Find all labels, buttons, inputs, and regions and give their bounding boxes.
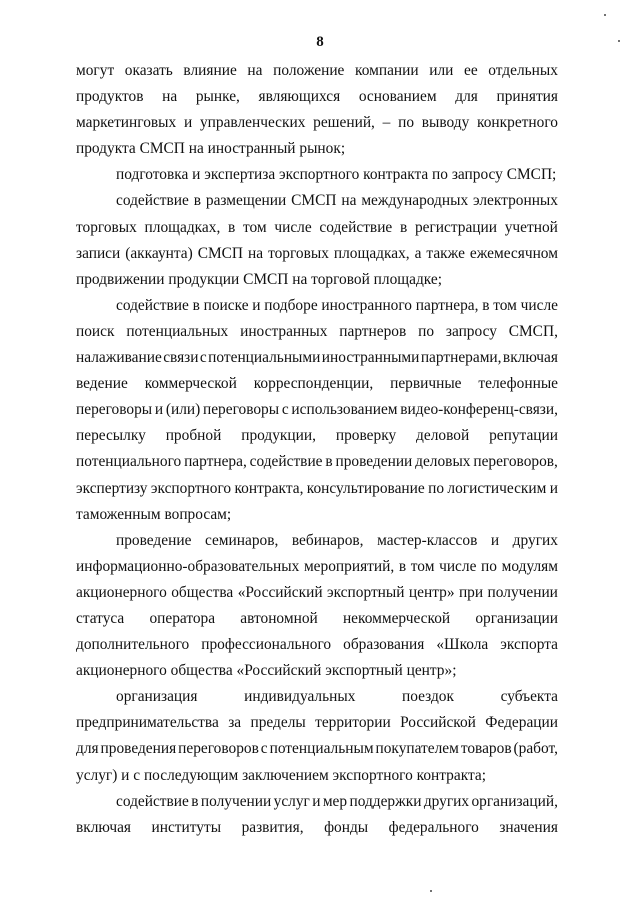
word: федерального (388, 818, 479, 836)
word: конкретного (477, 114, 558, 132)
word: содействие (116, 192, 189, 210)
word: принятия (496, 88, 558, 106)
word: логистическим (447, 479, 547, 497)
word: проведение (116, 531, 192, 549)
word: площадках, (333, 244, 410, 262)
word: «Российский (237, 583, 323, 601)
word: переговоров (178, 740, 259, 758)
word: площадках, (144, 218, 221, 236)
text-line (76, 188, 558, 214)
text-line (76, 476, 558, 502)
word: (или) (165, 401, 201, 419)
word: торговых (76, 218, 137, 236)
word: партнерами, (420, 349, 502, 367)
word: пересылку (76, 427, 146, 445)
word: международных (361, 192, 469, 210)
word: связи (163, 349, 199, 367)
word: с (281, 401, 289, 419)
word: СМСП, (508, 322, 558, 340)
word: семинаров, (204, 531, 279, 549)
word: мер (322, 792, 348, 810)
word: отдельных (488, 62, 558, 79)
word: субъекта (500, 688, 558, 706)
word: при (458, 583, 484, 601)
word: пробной (165, 427, 222, 445)
word: деловой (416, 427, 470, 445)
word: продуктов (76, 88, 144, 106)
word: потенциального (76, 453, 182, 471)
word: центр» (408, 583, 455, 601)
word: консультирование (306, 479, 425, 497)
word: в (192, 296, 200, 314)
word: для (455, 88, 478, 106)
page-number: 8 (316, 34, 324, 50)
scan-speck (430, 890, 432, 892)
word: партнеров (339, 322, 407, 340)
word: с (260, 740, 268, 758)
word: и (154, 401, 164, 419)
word: или (429, 62, 454, 79)
word: экспорта (500, 636, 558, 654)
word: информационно-образовательных (76, 557, 300, 575)
word: том (410, 557, 435, 575)
word: СМСП (197, 244, 244, 262)
text-line: продвижении продукции СМСП на торговой площадке; (76, 270, 442, 288)
word: ежемесячном (469, 244, 558, 262)
word: использованием (291, 401, 398, 419)
word: организаций, (471, 792, 558, 810)
text-line (76, 58, 558, 84)
word: проведении (335, 453, 413, 471)
word: размещении (205, 192, 287, 210)
word: потенциальными (208, 349, 321, 367)
word: «Школа (436, 636, 489, 654)
word: получении (200, 792, 272, 810)
word: записи (76, 244, 121, 262)
text-line (76, 345, 558, 371)
word: по (428, 479, 445, 497)
word: включая (502, 349, 558, 367)
word: экспертизу (76, 479, 148, 497)
word: потенциальных (126, 322, 229, 340)
word: налаживание (76, 349, 162, 367)
word: для (76, 740, 99, 758)
word: (работ, (513, 740, 558, 758)
word: оператора (149, 609, 216, 627)
text-line (76, 606, 558, 632)
text-line (76, 789, 558, 815)
text-line (76, 371, 558, 397)
word: образования (343, 636, 425, 654)
word: фонды (324, 818, 369, 836)
text-line (76, 293, 558, 319)
word: электронных (473, 192, 558, 210)
word: также (426, 244, 465, 262)
word: корреспонденции, (253, 375, 374, 393)
word: за (228, 714, 242, 732)
word: влияние (183, 62, 237, 79)
word: в (398, 557, 407, 575)
word: основанием (358, 88, 437, 106)
word: профессионального (201, 636, 332, 654)
word: по (418, 322, 435, 340)
word: переговоры (76, 401, 153, 419)
text-line (76, 684, 558, 710)
text-line (76, 319, 558, 345)
word: статуса (76, 609, 125, 627)
text-line (76, 632, 558, 658)
word: иностранного (321, 296, 413, 314)
word: том (493, 296, 517, 314)
word: (аккаунта) (125, 244, 193, 262)
word: поиске (203, 296, 249, 314)
text-line: акционерного общества «Российский экспортный центр»; (76, 662, 457, 680)
text-line (76, 423, 558, 449)
word: – (382, 114, 391, 132)
word: модулям (501, 557, 558, 575)
text-line: услуг) и с последующим заключением экспортного контракта; (76, 766, 486, 784)
text-line (76, 241, 558, 267)
word: СМСП (291, 192, 337, 210)
word: продукции, (241, 427, 316, 445)
word: товаров (460, 740, 512, 758)
word: и (490, 531, 500, 549)
word: подборе (264, 296, 318, 314)
word: и (312, 792, 321, 810)
word: маркетинговых (76, 114, 177, 132)
word: переговоров, (473, 453, 558, 471)
word: торговых (268, 244, 329, 262)
word: на (248, 244, 264, 262)
word: дополнительного (76, 636, 190, 654)
word: вебинаров, (291, 531, 364, 549)
word: автономной (240, 609, 318, 627)
word: территории (315, 714, 391, 732)
word: положение (273, 62, 345, 79)
word: поддержки (349, 792, 422, 810)
text-line: подготовка и экспертиза экспортного контракта по запросу СМСП; (116, 166, 557, 184)
word: содействие (116, 792, 189, 810)
text-line (76, 110, 558, 136)
word: ведение (76, 375, 128, 393)
word: организация (116, 688, 198, 706)
word: коммерческой (144, 375, 237, 393)
word: регистрации (414, 218, 498, 236)
word: получении (487, 583, 558, 601)
word: переговоры (202, 401, 280, 419)
word: партнера, (415, 296, 479, 314)
word: оказать (124, 62, 173, 79)
word: содействие (116, 296, 189, 314)
word: числе (274, 218, 312, 236)
word: решений, (313, 114, 375, 132)
word: могут (76, 62, 115, 79)
word: мастер-классов (377, 531, 478, 549)
word: числе (520, 296, 558, 314)
word: а (414, 244, 422, 262)
word: компании (355, 62, 419, 79)
word: том (242, 218, 267, 236)
word: услуг (273, 792, 310, 810)
body-text (76, 58, 558, 841)
word: выводу (421, 114, 470, 132)
word: покупателем (375, 740, 459, 758)
word: деловых (415, 453, 471, 471)
word: репутации (489, 427, 558, 445)
text-line (76, 397, 558, 423)
word: организации (475, 609, 558, 627)
word: проверку (335, 427, 397, 445)
word: в (193, 192, 202, 210)
word: мероприятий, (303, 557, 395, 575)
word: учетной (504, 218, 558, 236)
text-line: таможенным вопросам; (76, 505, 232, 523)
word: в (325, 453, 333, 471)
text-line: продукта СМСП на иностранный рынок; (76, 140, 346, 158)
text-line (76, 580, 558, 606)
text-line (76, 554, 558, 580)
word: с (199, 349, 207, 367)
word: содействие (319, 218, 393, 236)
word: партнера, (184, 453, 247, 471)
word: других (512, 531, 558, 549)
word: Российской (400, 714, 476, 732)
word: и (549, 479, 558, 497)
word: контракта, (234, 479, 304, 497)
text-line (76, 215, 558, 241)
scan-speck (618, 40, 620, 42)
word: иностранными (321, 349, 420, 367)
word: поездок (402, 688, 454, 706)
word: развития, (241, 818, 304, 836)
text-line (76, 815, 558, 841)
word: потенциальным (269, 740, 374, 758)
word: общества (171, 583, 234, 601)
scan-speck (604, 14, 606, 16)
word: телефонные (478, 375, 558, 393)
word: поиск (76, 322, 115, 340)
word: предпринимательства (76, 714, 219, 732)
word: управленческих (199, 114, 306, 132)
text-line (76, 84, 558, 110)
word: по (481, 557, 497, 575)
word: видео-конференц-связи, (400, 401, 558, 419)
word: и (183, 114, 193, 132)
word: в (228, 218, 236, 236)
word: в (191, 792, 199, 810)
text-line (76, 710, 558, 736)
word: первичные (390, 375, 462, 393)
word: индивидуальных (244, 688, 356, 706)
word: по (398, 114, 415, 132)
word: Федерации (485, 714, 558, 732)
word: включая (76, 818, 131, 836)
word: других (423, 792, 470, 810)
word: экспортного (150, 479, 232, 497)
word: на (247, 62, 263, 79)
word: содействие (249, 453, 323, 471)
text-line (76, 528, 558, 554)
word: в (399, 218, 408, 236)
word: и (252, 296, 261, 314)
word: числе (439, 557, 477, 575)
word: на (162, 88, 178, 106)
word: акционерного (76, 583, 167, 601)
word: на (341, 192, 357, 210)
word: являющихся (258, 88, 341, 106)
word: запросу (445, 322, 497, 340)
word: экспортный (326, 583, 405, 601)
word: иностранных (240, 322, 328, 340)
text-line (76, 736, 558, 762)
word: в (482, 296, 490, 314)
word: значения (499, 818, 558, 836)
word: пределы (250, 714, 306, 732)
word: институты (151, 818, 222, 836)
text-line (76, 449, 558, 475)
word: ее (464, 62, 478, 79)
word: некоммерческой (342, 609, 451, 627)
word: проведения (100, 740, 177, 758)
word: рынке, (195, 88, 240, 106)
